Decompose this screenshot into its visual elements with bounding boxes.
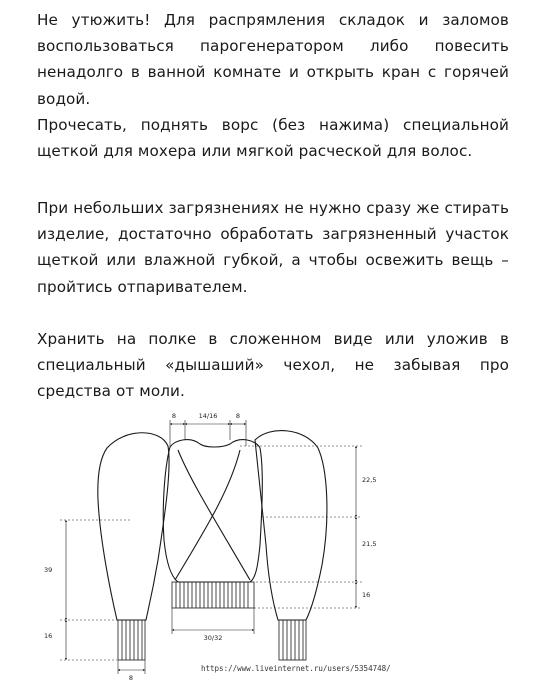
dim-label-left-sleeve: 39 <box>44 566 53 574</box>
front-cross-line-2 <box>175 450 240 580</box>
body-outline <box>163 440 262 582</box>
dim-label-right-middle: 21,5 <box>362 540 377 548</box>
left-sleeve-outline <box>98 433 169 620</box>
dim-label-bottom-width: 30/32 <box>203 634 223 642</box>
paragraph-storage: Хранить на полке в сложенном виде или уложив в специальный «дышаший» чехол, не забывая про средства от моли. <box>37 330 509 401</box>
cardigan-pattern-diagram <box>0 405 540 690</box>
front-cross-line-1 <box>178 450 250 580</box>
right-cuff-rib-lines <box>283 620 303 660</box>
care-text-block-1 <box>37 7 509 164</box>
care-text-block-3 <box>37 326 509 405</box>
dim-label-top-center: 14/16 <box>198 412 218 420</box>
left-cuff-rib-lines <box>122 620 142 660</box>
care-text-block-2 <box>37 195 509 300</box>
dim-label-right-lower: 16 <box>362 591 371 599</box>
hem-rib-lines <box>176 582 248 608</box>
paragraph-no-ironing: Не утюжить! Для распрямления складок и заломов воспользоваться парогенератором либо повесить ненадолго в ванной комнате и открыть кран с горячей водой. <box>37 11 509 108</box>
paragraph-cleaning: При небольших загрязнениях не нужно сразу же стирать изделие, достаточно обработать загрязненный участок щеткой или влажной губкой, а чтобы освежить вещь – пройтись отпаривателем. <box>37 199 509 296</box>
paragraph-brushing: Прочесать, поднять ворс (без нажима) специальной щеткой для мохера или мягкой расческой для волос. <box>37 115 509 161</box>
source-url-text: https://www.liveinternet.ru/users/5354748/ <box>201 664 391 673</box>
dim-label-right-upper: 22,5 <box>362 476 377 484</box>
right-sleeve-outline <box>255 431 327 620</box>
dim-label-cuff-width: 8 <box>128 674 134 682</box>
dim-label-top-right: 8 <box>235 412 241 420</box>
dim-label-top-left: 8 <box>171 412 177 420</box>
dim-label-left-cuff: 16 <box>44 632 53 640</box>
